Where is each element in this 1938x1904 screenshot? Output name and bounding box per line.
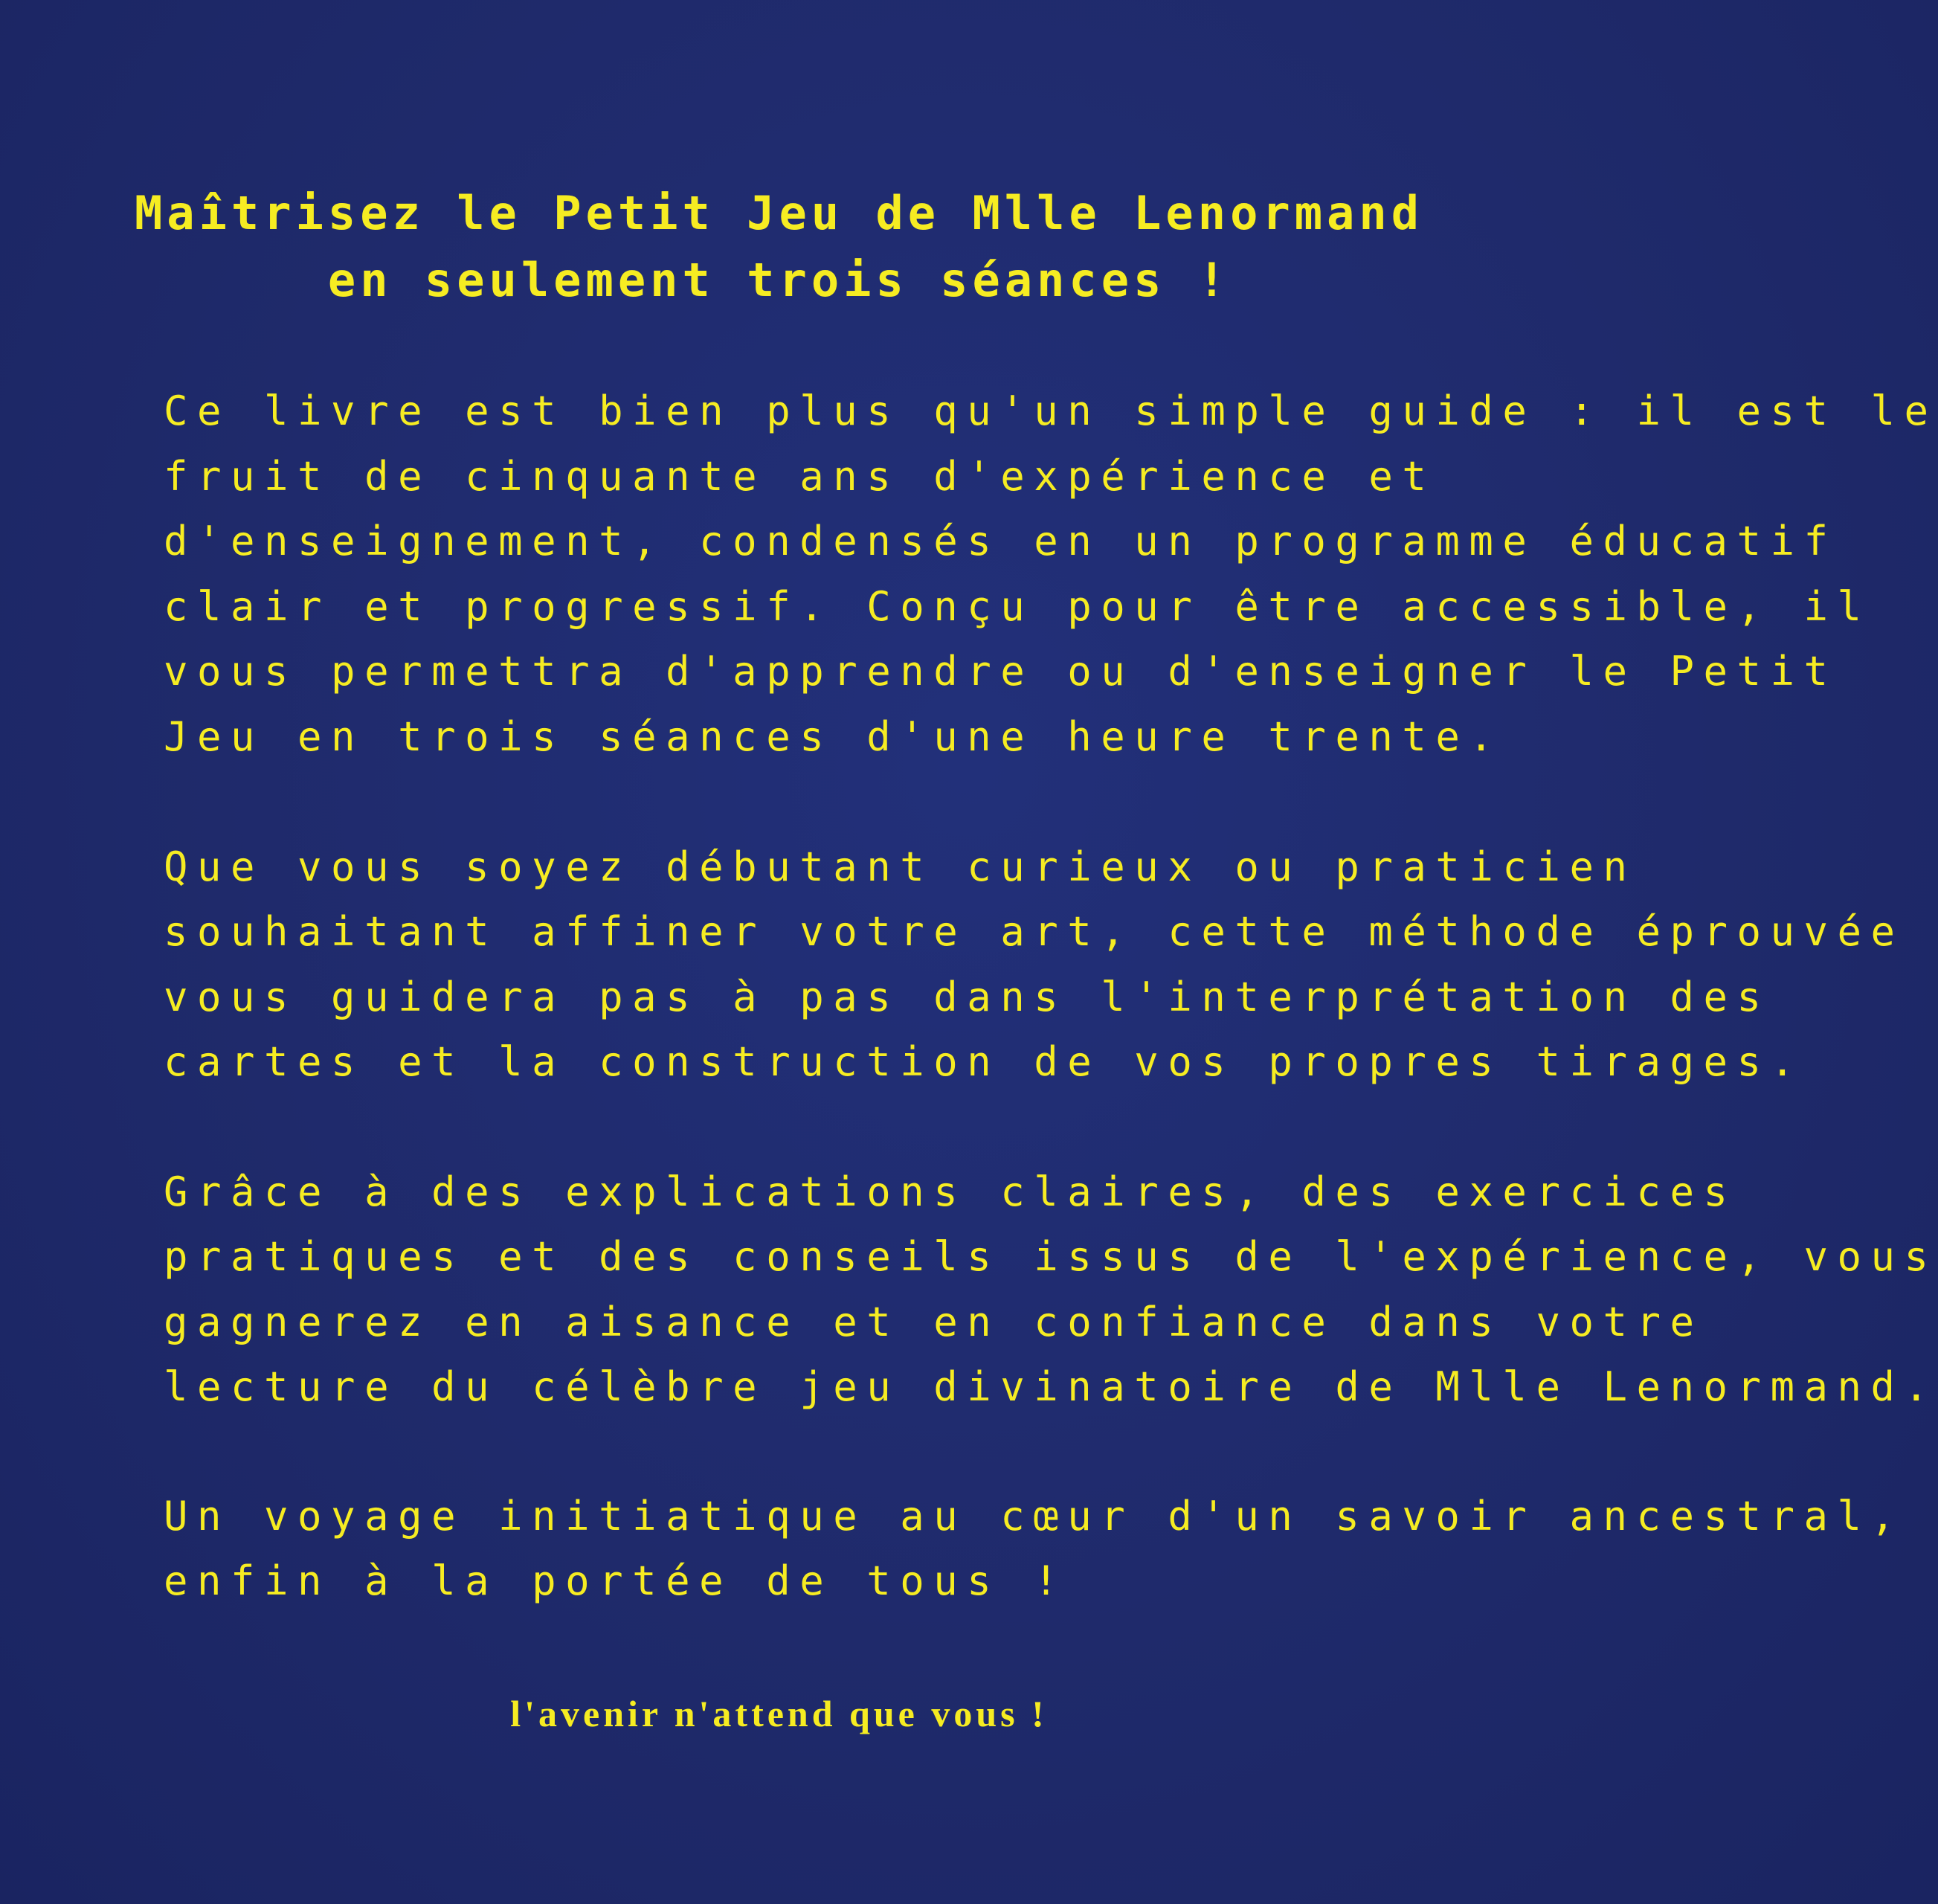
paragraph-3-line-4: lecture du célèbre jeu divinatoire de Mlle Lenormand. bbox=[164, 1363, 1938, 1410]
headline-line-2: en seulement trois séances ! bbox=[327, 253, 1231, 307]
paragraph-1-line-5: vous permettra d'apprendre ou d'enseigner le Petit bbox=[164, 648, 1838, 695]
paragraph-2-line-4: cartes et la construction de vos propres tirages. bbox=[164, 1038, 1804, 1085]
paragraph-1-line-6: Jeu en trois séances d'une heure trente. bbox=[164, 713, 1503, 760]
closing-tagline: l'avenir n'attend que vous ! bbox=[510, 1693, 1048, 1734]
paragraph-2-line-1: Que vous soyez débutant curieux ou praticien bbox=[164, 843, 1637, 890]
paragraph-1-line-1: Ce livre est bien plus qu'un simple guide : il est le bbox=[164, 387, 1938, 434]
paragraph-2-line-2: souhaitant affiner votre art, cette méthode éprouvée bbox=[164, 908, 1905, 955]
paragraph-1-line-3: d'enseignement, condensés en un programme éducatif bbox=[164, 518, 1838, 565]
paragraph-1-line-2: fruit de cinquante ans d'expérience et bbox=[164, 453, 1436, 500]
paragraph-3-line-1: Grâce à des explications claires, des exercices bbox=[164, 1168, 1737, 1215]
paragraph-1-line-4: clair et progressif. Conçu pour être accessible, il bbox=[164, 583, 1871, 630]
paragraph-3-line-2: pratiques et des conseils issus de l'expérience, vous bbox=[164, 1233, 1938, 1280]
paragraph-2-line-3: vous guidera pas à pas dans l'interprétation des bbox=[164, 974, 1771, 1020]
paragraph-4-line-1: Un voyage initiatique au cœur d'un savoir ancestral, bbox=[164, 1493, 1905, 1540]
headline-line-1: Maîtrisez le Petit Jeu de Mlle Lenormand bbox=[134, 186, 1424, 240]
paragraph-4-line-2: enfin à la portée de tous ! bbox=[164, 1557, 1068, 1604]
paragraph-3-line-3: gagnerez en aisance et en confiance dans votre bbox=[164, 1299, 1704, 1345]
